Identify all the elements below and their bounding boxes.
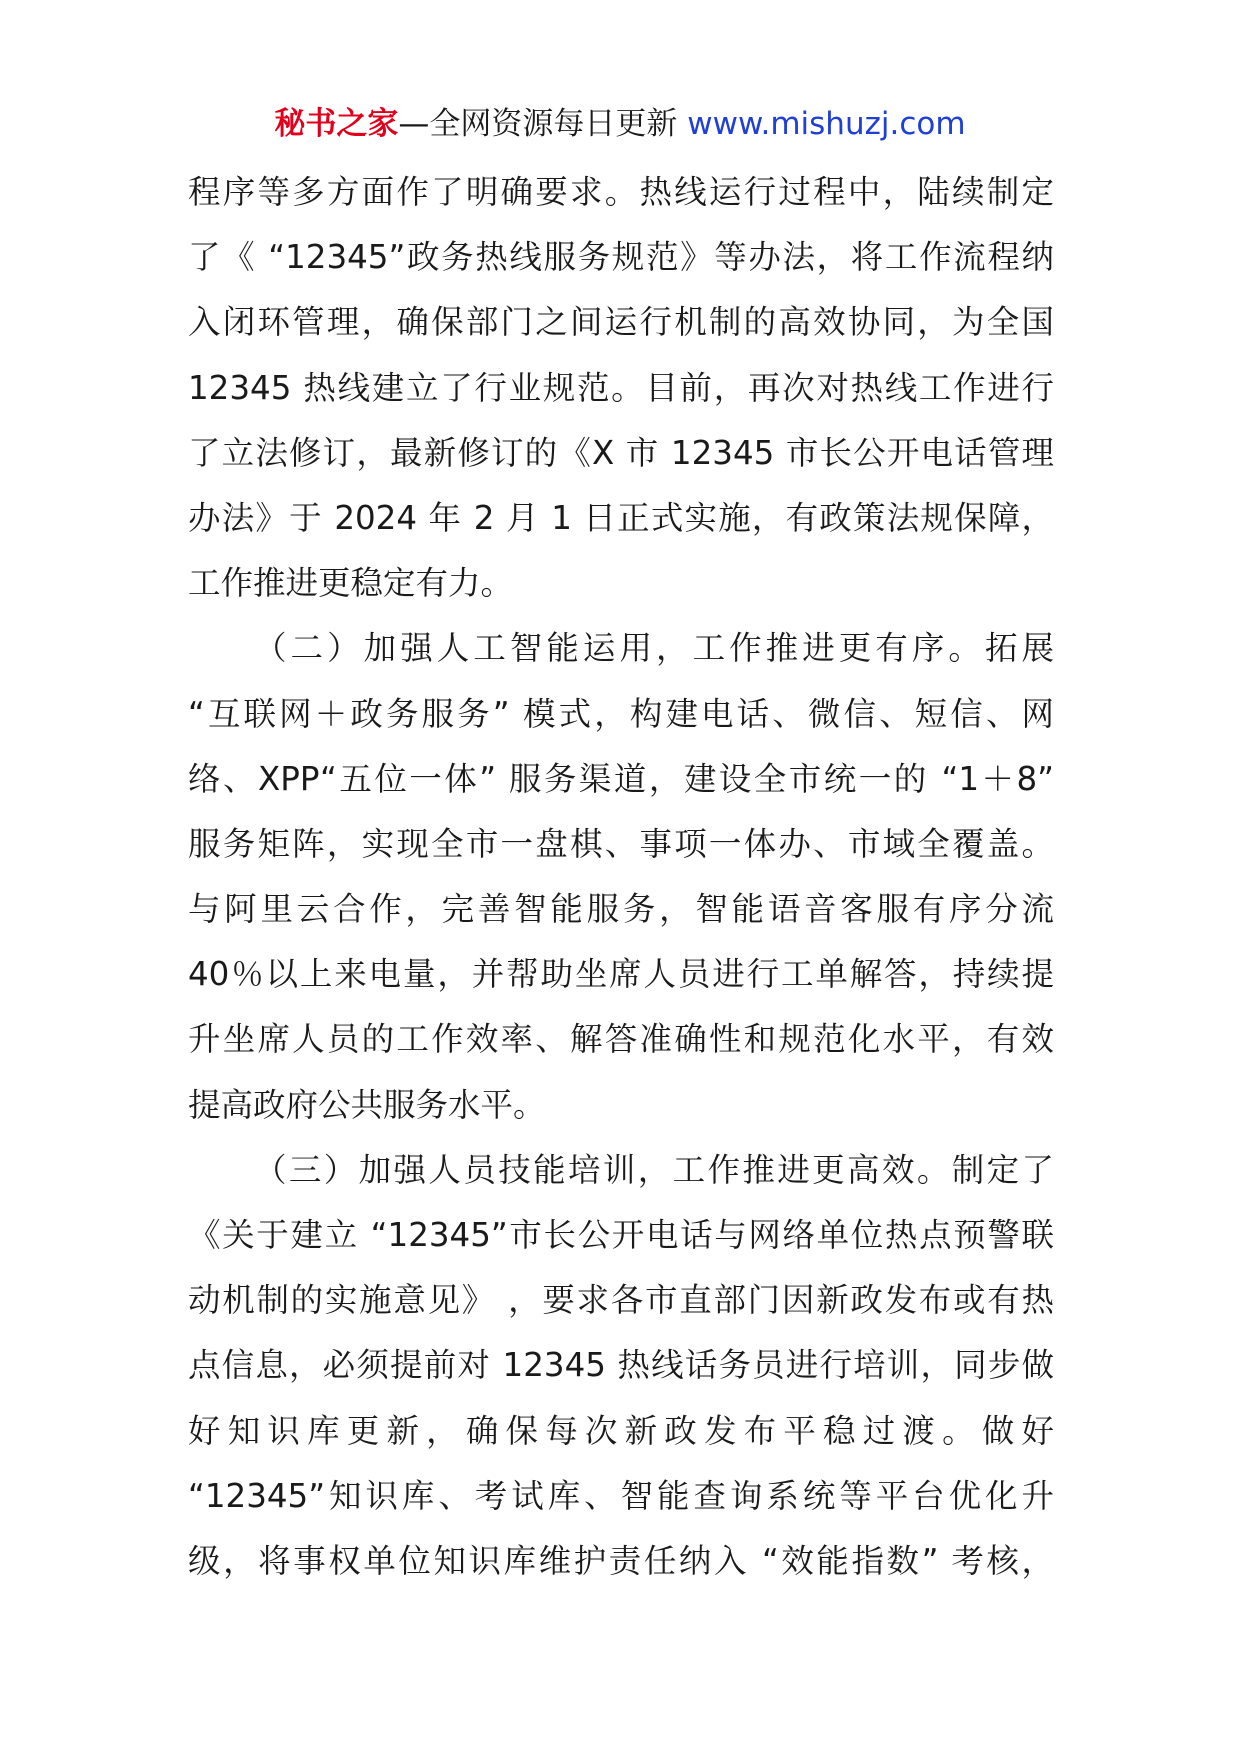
text-line: 升坐席人员的工作效率、解答准确性和规范化水平，有效 <box>188 1020 1054 1059</box>
text-line: 点信息，必须提前对 12345 热线话务员进行培训，同步做 <box>188 1346 1054 1385</box>
text-line: “12345”知识库、考试库、智能查询系统等平台优化升 <box>188 1476 1054 1515</box>
document-body <box>188 160 1054 1594</box>
text-line: 12345 热线建立了行业规范。目前，再次对热线工作进行 <box>188 368 1054 407</box>
section-heading-line: （三）加强人员技能培训，工作推进更高效。制定了 <box>254 1150 1054 1189</box>
section-heading-line: （二）加强人工智能运用，工作推进更有序。拓展 <box>254 629 1054 668</box>
text-line: 入闭环管理，确保部门之间运行机制的高效协同，为全国 <box>188 303 1054 342</box>
text-line: “互联网＋政务服务” 模式，构建电话、微信、短信、网 <box>188 694 1054 733</box>
text-line: 程序等多方面作了明确要求。热线运行过程中，陆续制定 <box>188 173 1054 211</box>
text-line: 服务矩阵，实现全市一盘棋、事项一体办、市域全覆盖。 <box>188 824 1054 863</box>
text-line: 了《 “12345”政务热线服务规范》等办法，将工作流程纳 <box>188 238 1054 277</box>
text-line: 级，将事权单位知识库维护责任纳入 “效能指数” 考核， <box>188 1541 1054 1580</box>
text-line: 办法》于 2024 年 2 月 1 日正式实施，有政策法规保障， <box>188 498 1054 537</box>
text-line: 动机制的实施意见》 ，要求各市直部门因新政发布或有热 <box>188 1281 1054 1320</box>
site-brand: 秘书之家 <box>274 106 399 142</box>
site-header <box>0 102 1240 146</box>
text-line: 《关于建立 “12345”市长公开电话与网络单位热点预警联 <box>188 1216 1054 1254</box>
site-url-link[interactable]: www.mishuzj.com <box>677 106 966 142</box>
site-tagline: —全网资源每日更新 <box>398 106 678 142</box>
text-line: 好知识库更新，确保每次新政发布平稳过渡。做好 <box>188 1411 1054 1450</box>
text-line: 工作推进更稳定有力。 <box>188 564 514 603</box>
text-line: 与阿里云合作，完善智能服务，智能语音客服有序分流 <box>188 890 1054 929</box>
text-line: 络、XPP“五位一体” 服务渠道，建设全市统一的 “1＋8” <box>188 759 1054 798</box>
text-line: 了立法修订，最新修订的《X 市 12345 市长公开电话管理 <box>188 433 1054 472</box>
text-line: 提高政府公共服务水平。 <box>188 1085 546 1124</box>
text-line: 40％以上来电量，并帮助坐席人员进行工单解答，持续提 <box>188 955 1054 994</box>
